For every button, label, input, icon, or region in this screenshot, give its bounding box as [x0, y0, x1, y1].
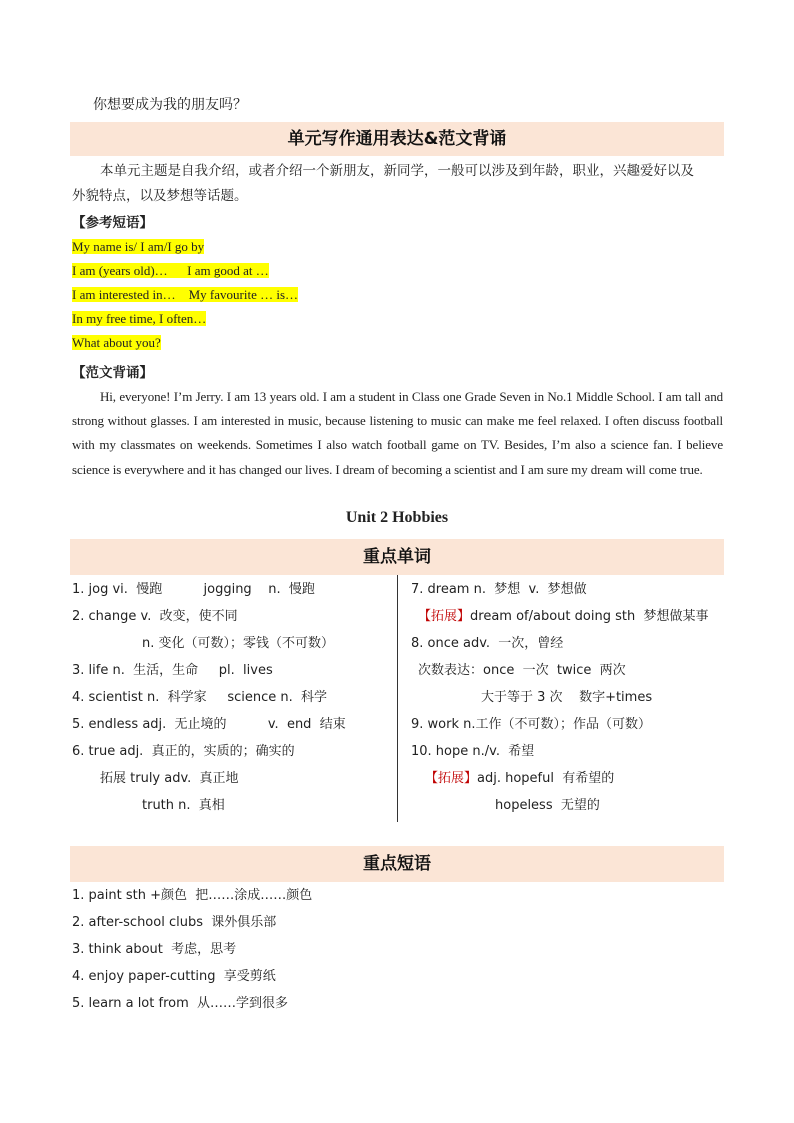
model-essay-heading: 【范文背诵】	[72, 365, 153, 381]
extension-tag: 【拓展】	[425, 771, 478, 786]
section-writing-title: 单元写作通用表达&范文背诵	[70, 122, 724, 156]
vocab-item: 10. hope n./v. 希望	[411, 744, 535, 759]
phrase-item: 4. enjoy paper-cutting 享受剪纸	[72, 969, 276, 984]
vocab-item: 8. once adv. 一次，曾经	[411, 636, 564, 651]
reference-phrase: I am (years old)… I am good at …	[72, 263, 269, 278]
column-divider	[397, 575, 398, 822]
vocab-item: hopeless 无望的	[495, 798, 600, 813]
reference-phrase: What about you?	[72, 335, 161, 350]
vocab-item: 3. life n. 生活，生命 pl. lives	[72, 663, 273, 678]
key-phrases-title: 重点短语	[70, 846, 724, 882]
vocab-item: 2. change v. 改变，使不同	[72, 609, 238, 624]
vocab-item: 次数表达：once 一次 twice 两次	[418, 663, 626, 678]
extension-tag: 【拓展】	[418, 609, 471, 624]
section-intro-line-2: 外貌特点，以及梦想等话题。	[72, 188, 248, 204]
vocab-item: truth n. 真相	[142, 798, 225, 813]
reference-phrase: I am interested in… My favourite … is…	[72, 287, 299, 302]
reference-phrase: My name is/ I am/I go by	[72, 239, 205, 254]
key-words-title: 重点单词	[70, 539, 724, 575]
phrase-item: 3. think about 考虑，思考	[72, 942, 237, 957]
vocab-item: n. 变化（可数）；零钱（不可数）	[142, 636, 335, 651]
phrase-item: 1. paint sth +颜色 把……涂成……颜色	[72, 888, 313, 903]
vocab-item: 7. dream n. 梦想 v. 梦想做	[411, 582, 587, 597]
section-intro-line-1: 本单元主题是自我介绍，或者介绍一个新朋友，新同学，一般可以涉及到年龄，职业，兴趣爱好以及	[100, 163, 694, 179]
vocab-item: 1. jog vi. 慢跑 jogging n. 慢跑	[72, 582, 315, 597]
model-essay: Hi, everyone! I’m Jerry. I am 13 years old. I am a student in Class one Grade Seven in No.1 Middle School. I am tall and strong without glasses. I am interested in music, because listening to music can make me feel relaxed. I often discuss football with my classmates on weekends. Sometimes I also watch football game on TV. Besides, I’m also a science fan. I believe science is everywhere and it has changed our lives. I dream of becoming a scientist and I am sure my dream will come true.	[72, 389, 723, 477]
vocab-item: 6. true adj. 真正的，实质的；确实的	[72, 744, 295, 759]
vocab-item: 5. endless adj. 无止境的 v. end 结束	[72, 717, 346, 732]
vocab-item: 拓展 truly adv. 真正地	[100, 771, 239, 786]
vocab-item: 【拓展】adj. hopeful 有希望的	[425, 771, 615, 786]
vocab-item: 【拓展】dream of/about doing sth 梦想做某事	[418, 609, 709, 624]
intro-line: 你想要成为我的朋友吗？	[93, 97, 247, 113]
reference-phrases-heading: 【参考短语】	[72, 215, 153, 231]
vocab-item: 4. scientist n. 科学家 science n. 科学	[72, 690, 327, 705]
phrase-item: 2. after-school clubs 课外俱乐部	[72, 915, 277, 930]
unit-title: Unit 2 Hobbies	[345, 509, 449, 526]
vocab-item: 大于等于 3 次 数字+times	[481, 690, 653, 705]
phrase-item: 5. learn a lot from 从……学到很多	[72, 996, 289, 1011]
reference-phrase: In my free time, I often…	[72, 311, 207, 326]
vocab-item: 9. work n.工作（不可数）；作品（可数）	[411, 717, 651, 732]
